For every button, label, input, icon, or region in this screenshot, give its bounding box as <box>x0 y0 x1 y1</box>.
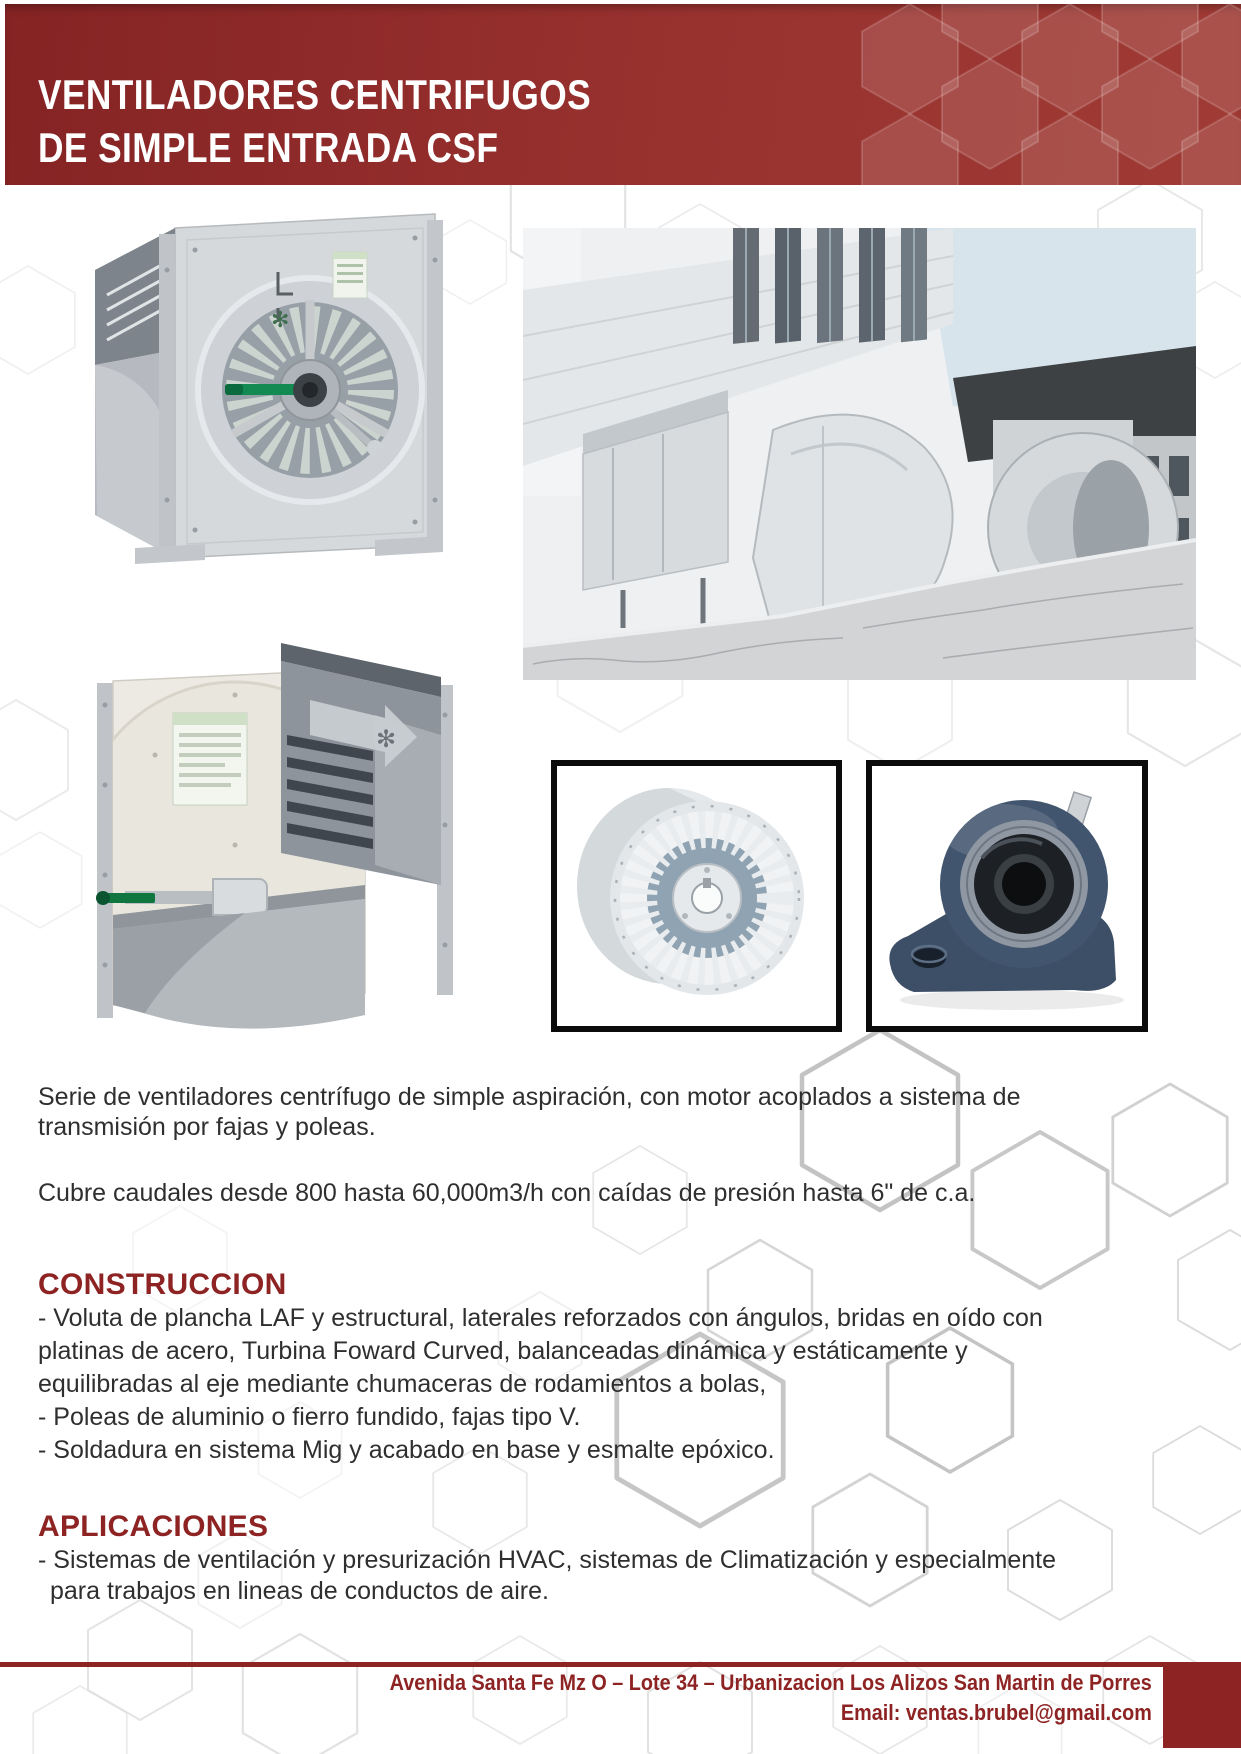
title-line-1: VENTILADORES CENTRIFUGOS <box>38 71 592 118</box>
construccion-heading: CONSTRUCCION <box>38 1267 287 1301</box>
intro-line-2: transmisión por fajas y poleas. <box>38 1113 376 1141</box>
footer-corner-block <box>1163 1662 1241 1748</box>
page-title <box>38 68 591 174</box>
fan-glyph: ✻ <box>271 307 290 332</box>
aplicaciones-heading: APLICACIONES <box>38 1509 269 1543</box>
centrifugal-fan-front-image <box>75 200 465 585</box>
rooftop-installation-photo <box>523 228 1196 680</box>
fan2-fan-glyph: ✻ <box>376 726 397 753</box>
title-line-2: DE SIMPLE ENTRADA CSF <box>38 124 499 171</box>
header-banner <box>5 4 1241 185</box>
construccion-line: - Poleas de aluminio o fierro fundido, fajas tipo V. <box>38 1403 581 1431</box>
aplicaciones-paragraph <box>38 1545 1056 1607</box>
centrifugal-fan-side-image <box>85 585 460 1035</box>
footer-divider-rule <box>0 1662 1163 1667</box>
construccion-line: - Voluta de plancha LAF y estructural, laterales reforzados con ángulos, bridas en oído con <box>38 1304 1043 1332</box>
capacity-line: Cubre caudales desde 800 hasta 60,000m3/h con caídas de presión hasta 6" de c.a. <box>38 1179 976 1207</box>
footer-contact <box>390 1668 1152 1728</box>
capacity-paragraph <box>38 1178 975 1208</box>
footer-address: Avenida Santa Fe Mz O – Lote 34 – Urbanizacion Los Alizos San Martin de Porres <box>389 1670 1152 1695</box>
turbine-wheel-framed-image <box>551 760 842 1032</box>
construccion-line: platinas de acero, Turbina Foward Curved, balanceadas dinámica y estáticamente y <box>38 1337 968 1365</box>
construccion-paragraph <box>38 1302 1043 1467</box>
intro-paragraph <box>38 1082 1020 1142</box>
fan-label-sticker <box>333 252 367 298</box>
bearing-shadow <box>900 990 1124 1010</box>
bearing-framed-image <box>866 760 1148 1032</box>
fan2-outlet-box <box>281 643 441 885</box>
construccion-line: equilibradas al eje mediante chumaceras de rodamientos a bolas, <box>38 1370 767 1398</box>
construccion-line: - Soldadura en sistema Mig y acabado en base y esmalte epóxico. <box>38 1436 775 1464</box>
intro-line-1: Serie de ventiladores centrífugo de simple aspiración, con motor acoplados a sistema de <box>38 1083 1021 1111</box>
fan2-label-sticker <box>173 713 247 805</box>
footer-email: Email: ventas.brubel@gmail.com <box>841 1700 1152 1725</box>
aplicaciones-line: - Sistemas de ventilación y presurización HVAC, sistemas de Climatización y especialmente <box>38 1546 1057 1574</box>
aplicaciones-line: para trabajos en lineas de conductos de aire. <box>50 1577 549 1605</box>
